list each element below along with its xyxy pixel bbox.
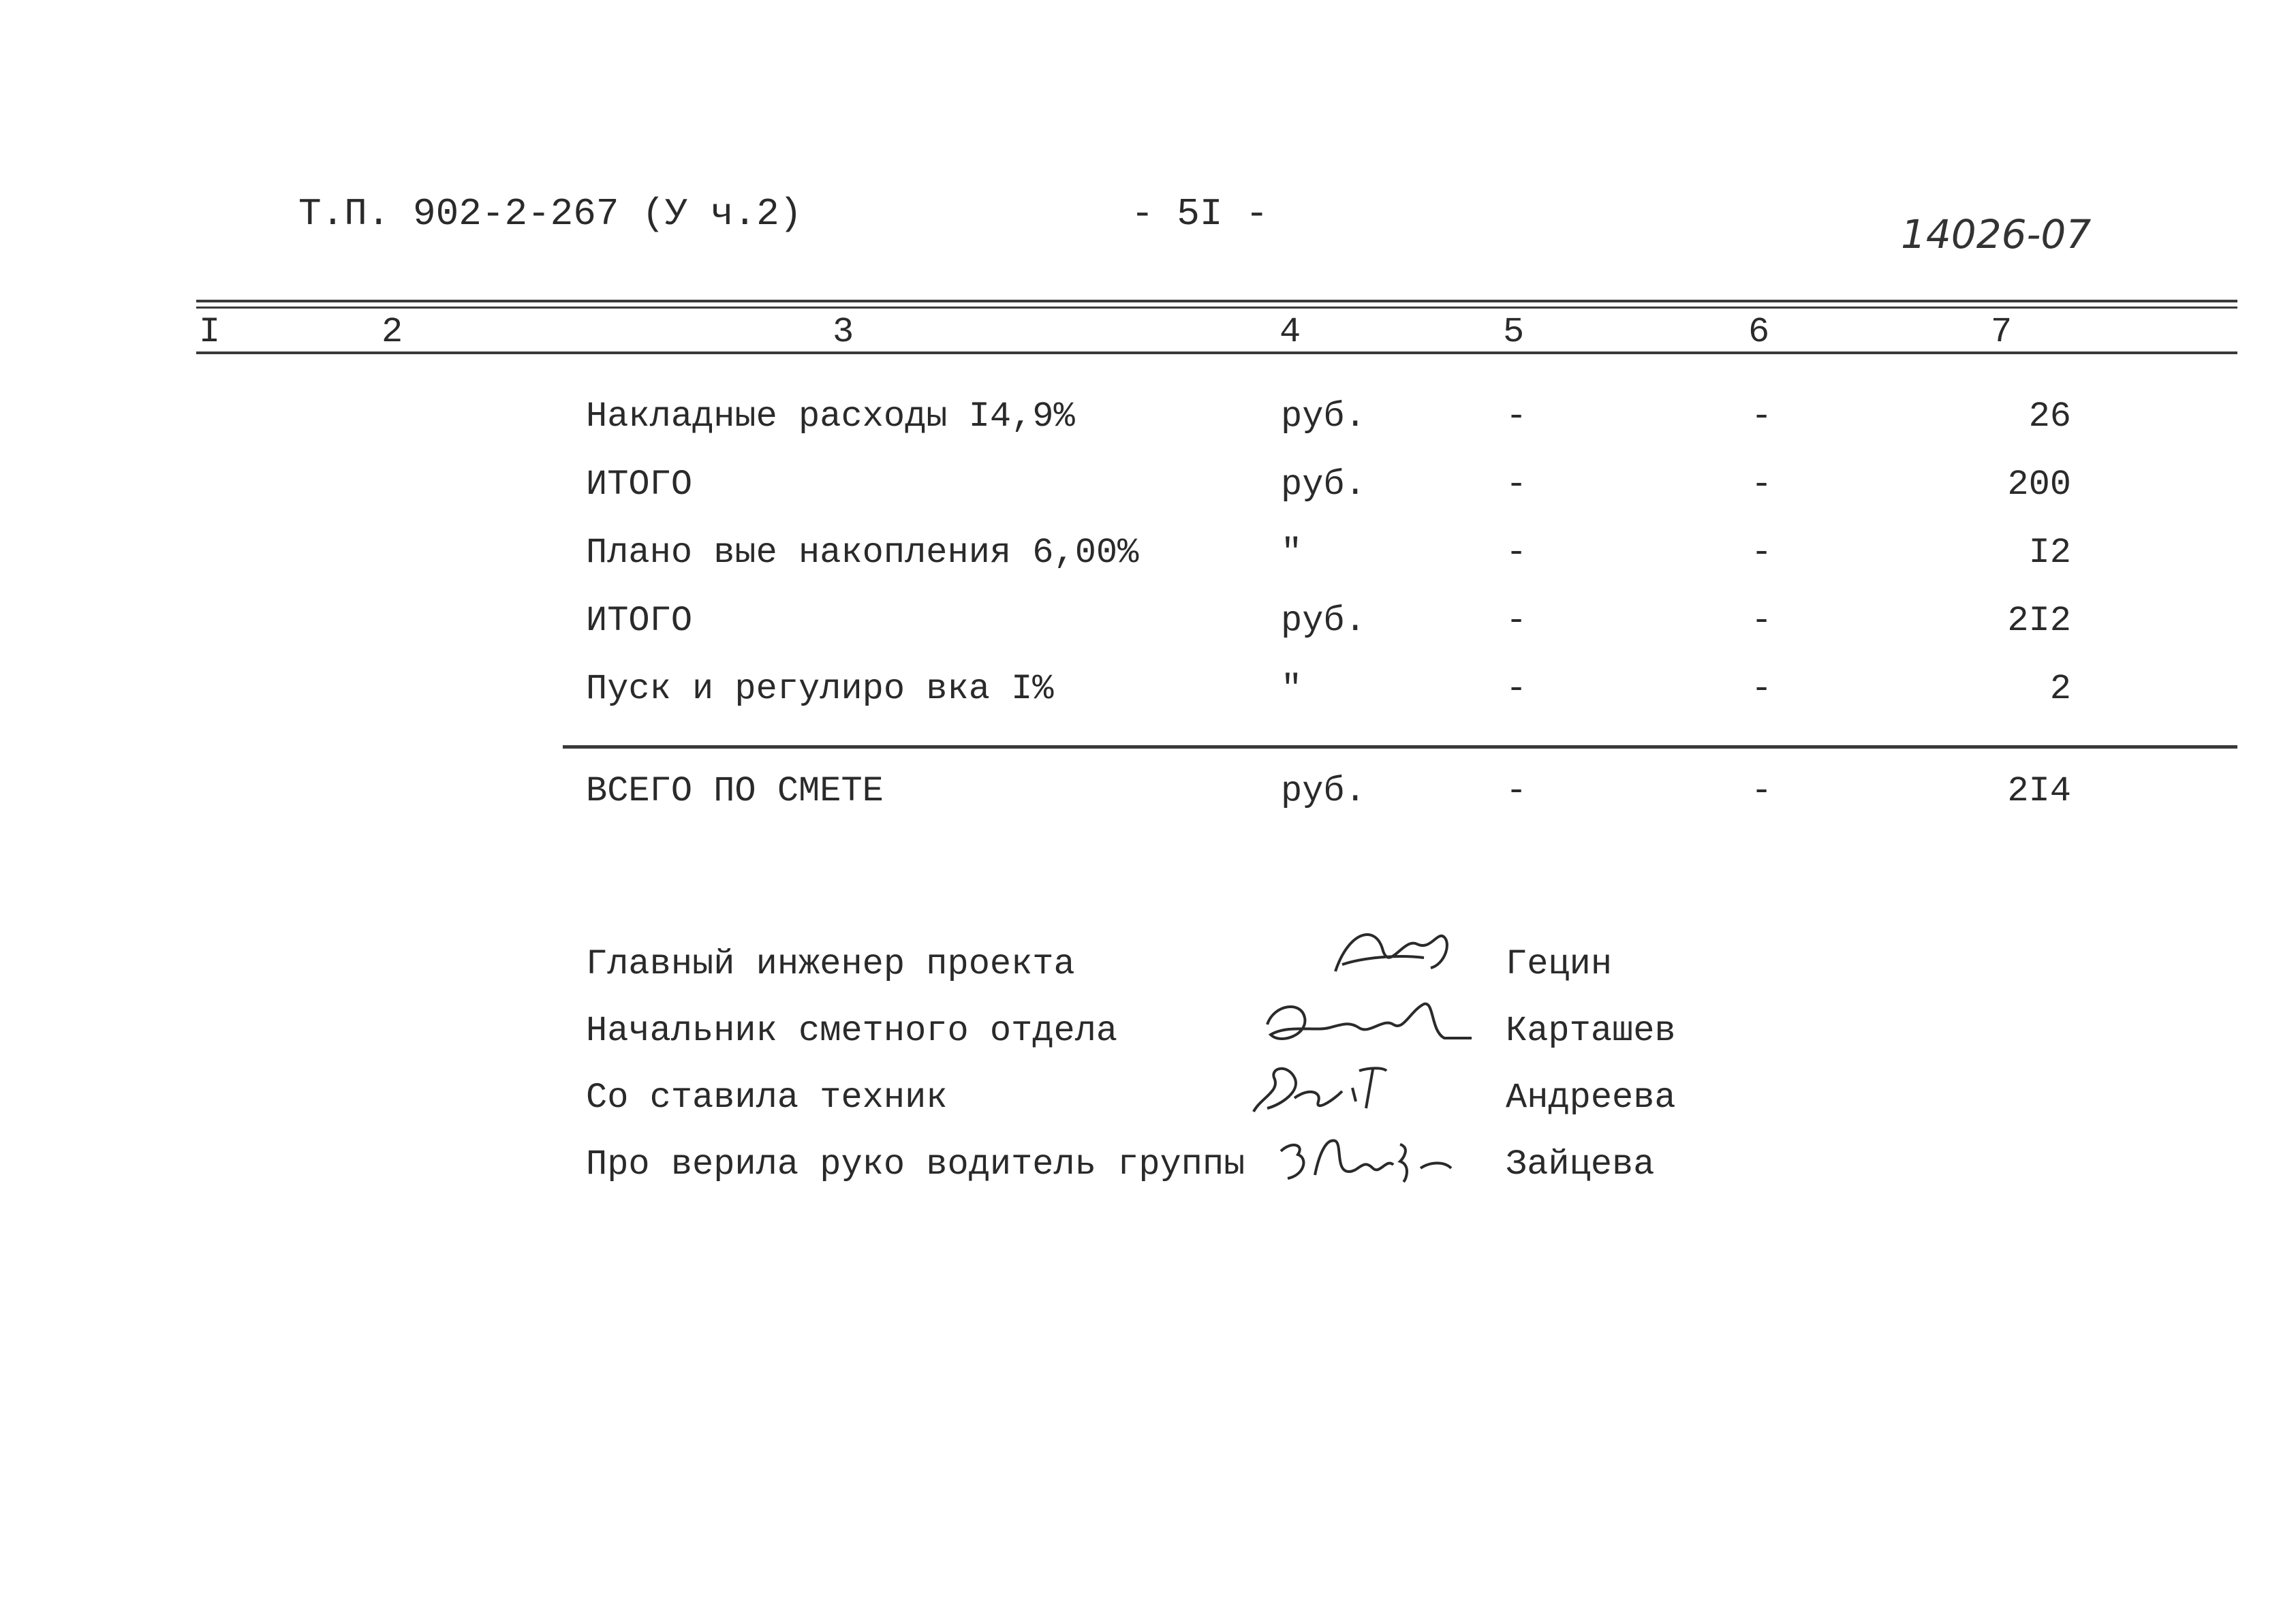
signatory-title: Про верила руко водитель группы [586,1144,1245,1185]
signatory-title: Начальник сметного отдела [586,1011,1118,1051]
row-col6: - [1751,601,1773,641]
table-row [0,601,2296,655]
row-value: I2 [2028,533,2071,573]
row-value: 2 [2049,669,2071,709]
table-row [0,465,2296,519]
signature-row [0,1144,2296,1206]
column-number-4: 4 [1279,312,1301,352]
row-name: ИТОГО [586,601,693,641]
row-col6: - [1751,533,1773,573]
handwritten-signature [1240,917,1499,992]
table-row [0,669,2296,723]
row-col5: - [1506,669,1527,709]
row-col6: - [1751,669,1773,709]
row-name: ИТОГО [586,465,693,505]
column-number-7: 7 [1991,312,2013,352]
table-row [0,533,2296,587]
row-value: 26 [2028,396,2071,437]
total-row [0,771,2296,826]
signature-row [0,1011,2296,1072]
signatory-name: Зайцева [1506,1144,1655,1185]
total-name: ВСЕГО ПО СМЕТЕ [586,771,884,811]
row-value: 2I2 [2007,601,2071,641]
row-value: 200 [2007,465,2071,505]
signature-row [0,1078,2296,1139]
signatory-name: Андреева [1506,1078,1676,1118]
column-number-1: I [199,312,221,352]
document-reference: Т.П. 902-2-267 (У ч.2) [298,192,803,236]
handwritten-signature [1240,1117,1499,1192]
total-separator-rule [563,745,2237,749]
table-row [0,396,2296,451]
row-col5: - [1506,533,1527,573]
column-number-2: 2 [382,312,403,352]
row-unit: руб. [1281,396,1366,437]
column-number-5: 5 [1503,312,1525,352]
signature-row [0,944,2296,1005]
column-header-rule [196,351,2237,354]
signatory-name: Карташев [1506,1011,1676,1051]
signatory-name: Гецин [1506,944,1613,984]
column-number-6: 6 [1748,312,1770,352]
total-unit: руб. [1281,771,1366,811]
signatory-title: Со ставила техник [586,1078,948,1118]
table-top-rule [196,300,2237,302]
row-name: Пуск и регулиро вка I% [586,669,1054,709]
row-col5: - [1506,465,1527,505]
page-number: - 5I - [1131,192,1269,236]
row-name: Плано вые накопления 6,00% [586,533,1139,573]
signatory-title: Главный инженер проекта [586,944,1075,984]
row-col6: - [1751,465,1773,505]
total-col6: - [1751,771,1773,811]
column-number-3: 3 [833,312,854,352]
archive-number: 14026-07 [1901,211,2092,257]
row-unit: руб. [1281,601,1366,641]
row-name: Накладные расходы I4,9% [586,396,1075,437]
row-col5: - [1506,396,1527,437]
handwritten-signature [1240,984,1499,1059]
total-value: 2I4 [2007,771,2071,811]
handwritten-signature [1240,1050,1499,1125]
row-unit: " [1281,669,1303,709]
total-col5: - [1506,771,1527,811]
row-unit: руб. [1281,465,1366,505]
row-unit: " [1281,533,1303,573]
row-col5: - [1506,601,1527,641]
row-col6: - [1751,396,1773,437]
table-top-rule-inner [196,307,2237,309]
